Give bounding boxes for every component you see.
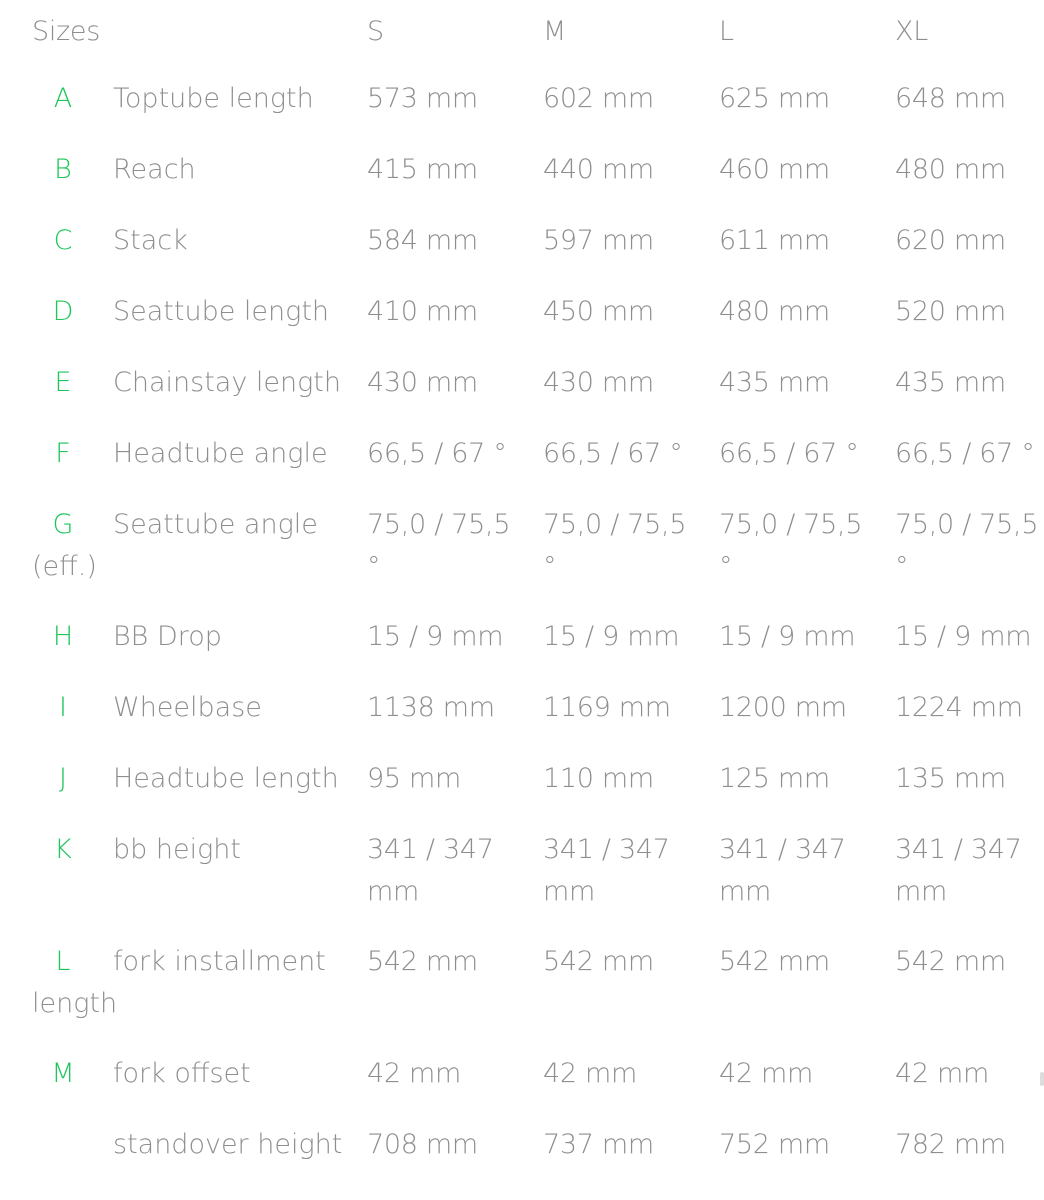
row-label-text: Seattube length	[113, 296, 330, 327]
value-m: 75,0 / 75,5 °	[543, 509, 687, 582]
value-s: 95 mm	[367, 763, 462, 794]
row-label-text: fork installment length	[32, 946, 326, 1019]
row-label-text: BB Drop	[113, 621, 222, 652]
row-label	[32, 433, 352, 475]
row-label-text: Chainstay length	[113, 367, 342, 398]
value-s: 15 / 9 mm	[367, 621, 504, 652]
value-s: 542 mm	[367, 946, 478, 977]
value-l: 1200 mm	[719, 692, 847, 723]
value-l: 66,5 / 67 °	[719, 438, 859, 469]
value-s: 584 mm	[367, 225, 478, 256]
table-row	[0, 348, 1044, 419]
row-letter: K	[54, 834, 72, 865]
row-label-text: Seattube angle (eff.)	[32, 509, 318, 582]
value-m: 15 / 9 mm	[543, 621, 680, 652]
value-s: 415 mm	[367, 154, 478, 185]
value-xl: 480 mm	[895, 154, 1006, 185]
row-label-text: Wheelbase	[113, 692, 262, 723]
value-s: 708 mm	[367, 1129, 478, 1160]
row-label	[32, 362, 352, 404]
value-s: 410 mm	[367, 296, 478, 327]
row-label	[32, 829, 352, 871]
table-row	[0, 815, 1044, 927]
row-letter: C	[53, 225, 73, 256]
size-header-row	[0, 0, 1044, 64]
value-l: 341 / 347 mm	[719, 834, 846, 907]
value-m: 341 / 347 mm	[543, 834, 670, 907]
value-s: 42 mm	[367, 1058, 462, 1089]
table-row	[0, 673, 1044, 744]
table-row	[0, 927, 1044, 1039]
value-m: 440 mm	[543, 154, 654, 185]
table-row	[0, 602, 1044, 673]
row-label	[32, 149, 352, 191]
row-label	[32, 941, 352, 1025]
table-row	[0, 1039, 1044, 1110]
table-row	[0, 64, 1044, 135]
value-m: 110 mm	[543, 763, 654, 794]
row-label	[32, 78, 352, 120]
row-letter: I	[59, 692, 67, 723]
row-letter: L	[55, 946, 71, 977]
table-row	[0, 744, 1044, 815]
value-s: 66,5 / 67 °	[367, 438, 507, 469]
value-s: 1138 mm	[367, 692, 495, 723]
table-row	[0, 206, 1044, 277]
value-xl: 1224 mm	[895, 692, 1023, 723]
value-xl: 782 mm	[895, 1129, 1006, 1160]
row-label	[32, 1124, 352, 1166]
row-label	[32, 616, 352, 658]
value-m: 430 mm	[543, 367, 654, 398]
value-l: 75,0 / 75,5 °	[719, 509, 863, 582]
row-label	[32, 687, 352, 729]
table-row	[0, 135, 1044, 206]
value-xl: 66,5 / 67 °	[895, 438, 1035, 469]
value-l: 435 mm	[719, 367, 830, 398]
row-label-text: fork offset	[113, 1058, 251, 1089]
value-m: 450 mm	[543, 296, 654, 327]
row-letter: F	[55, 438, 71, 469]
value-l: 480 mm	[719, 296, 830, 327]
row-label-text: bb height	[113, 834, 241, 865]
value-xl: 435 mm	[895, 367, 1006, 398]
value-m: 1169 mm	[543, 692, 671, 723]
value-m: 737 mm	[543, 1129, 654, 1160]
value-xl: 135 mm	[895, 763, 1006, 794]
value-m: 597 mm	[543, 225, 654, 256]
size-s-header: S	[367, 16, 384, 47]
value-xl: 520 mm	[895, 296, 1006, 327]
row-label	[32, 291, 352, 333]
value-s: 430 mm	[367, 367, 478, 398]
value-xl: 42 mm	[895, 1058, 990, 1089]
value-l: 542 mm	[719, 946, 830, 977]
row-label	[32, 504, 352, 588]
row-label-text: Headtube length	[113, 763, 339, 794]
value-m: 42 mm	[543, 1058, 638, 1089]
row-label-text: Stack	[113, 225, 188, 256]
table-row	[0, 419, 1044, 490]
value-l: 625 mm	[719, 83, 830, 114]
value-xl: 542 mm	[895, 946, 1006, 977]
value-l: 15 / 9 mm	[719, 621, 856, 652]
value-l: 460 mm	[719, 154, 830, 185]
size-xl-header: XL	[895, 16, 928, 47]
row-letter: B	[54, 154, 72, 185]
row-label	[32, 220, 352, 262]
value-l: 125 mm	[719, 763, 830, 794]
value-m: 66,5 / 67 °	[543, 438, 683, 469]
value-m: 542 mm	[543, 946, 654, 977]
sizes-label: Sizes	[32, 16, 100, 47]
size-l-header: L	[719, 16, 734, 47]
value-l: 42 mm	[719, 1058, 814, 1089]
row-label	[32, 758, 352, 800]
row-letter: M	[51, 1058, 75, 1089]
row-letter: J	[59, 763, 67, 794]
row-label	[32, 1053, 352, 1095]
table-row	[0, 1110, 1044, 1181]
value-s: 75,0 / 75,5 °	[367, 509, 511, 582]
row-label-text: Toptube length	[113, 83, 314, 114]
value-m: 602 mm	[543, 83, 654, 114]
row-letter: G	[52, 509, 74, 540]
table-row	[0, 490, 1044, 602]
size-m-header: M	[543, 16, 566, 47]
value-xl: 620 mm	[895, 225, 1006, 256]
value-xl: 341 / 347 mm	[895, 834, 1022, 907]
value-xl: 648 mm	[895, 83, 1006, 114]
row-label-text: standover height	[113, 1129, 343, 1160]
value-xl: 15 / 9 mm	[895, 621, 1032, 652]
value-xl: 75,0 / 75,5 °	[895, 509, 1039, 582]
value-l: 752 mm	[719, 1129, 830, 1160]
row-letter: E	[54, 367, 72, 398]
value-s: 573 mm	[367, 83, 478, 114]
row-letter: H	[52, 621, 74, 652]
row-letter: D	[52, 296, 74, 327]
row-letter: A	[53, 83, 73, 114]
scroll-edge-mark	[1040, 1072, 1044, 1086]
row-label-text: Headtube angle	[113, 438, 328, 469]
value-l: 611 mm	[719, 225, 830, 256]
value-s: 341 / 347 mm	[367, 834, 494, 907]
row-label-text: Reach	[113, 154, 196, 185]
table-row	[0, 277, 1044, 348]
